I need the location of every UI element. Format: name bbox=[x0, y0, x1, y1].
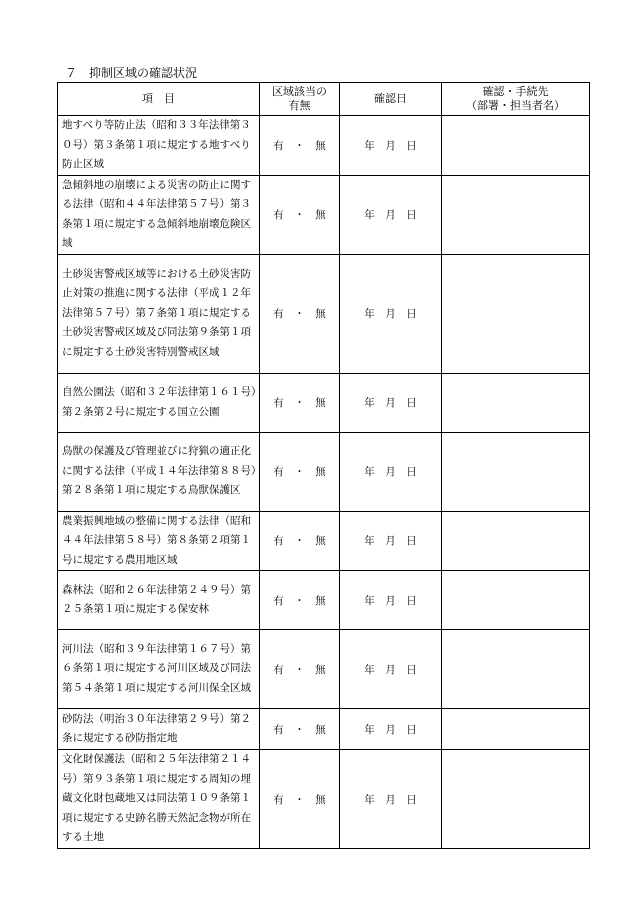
table-row bbox=[58, 432, 590, 511]
row-contact[interactable] bbox=[442, 373, 590, 432]
row-contact[interactable] bbox=[442, 511, 590, 571]
row-yes-no[interactable]: 有 ・ 無 bbox=[260, 571, 340, 630]
table-row bbox=[58, 175, 590, 254]
header-contact-line1: 確認・手続先 bbox=[482, 85, 549, 98]
row-date[interactable]: 年 月 日 bbox=[340, 709, 442, 750]
row-contact[interactable] bbox=[442, 709, 590, 750]
table-row bbox=[58, 709, 590, 750]
row-item: 砂防法（明治３０年法律第２９号）第２条に規定する砂防指定地 bbox=[58, 709, 260, 750]
row-date[interactable]: 年 月 日 bbox=[340, 571, 442, 630]
table-row bbox=[58, 511, 590, 571]
suppression-area-table bbox=[57, 82, 590, 849]
row-contact[interactable] bbox=[442, 175, 590, 254]
row-date[interactable]: 年 月 日 bbox=[340, 432, 442, 511]
row-yes-no[interactable]: 有 ・ 無 bbox=[260, 709, 340, 750]
row-item: 鳥獣の保護及び管理並びに狩猟の適正化に関する法律（平成１４年法律第８８号）第２８条第１項に規定する鳥獣保護区 bbox=[58, 432, 260, 511]
table-row bbox=[58, 571, 590, 630]
row-yes-no[interactable]: 有 ・ 無 bbox=[260, 116, 340, 176]
row-yes-no[interactable]: 有 ・ 無 bbox=[260, 630, 340, 709]
row-item: 土砂災害警戒区域等における土砂災害防止対策の推進に関する法律（平成１２年法律第５７号）第７条第１項に規定する土砂災害警戒区域及び同法第９条第１項に規定する土砂災害特別警戒区域 bbox=[58, 254, 260, 373]
row-yes-no[interactable]: 有 ・ 無 bbox=[260, 175, 340, 254]
row-date[interactable]: 年 月 日 bbox=[340, 254, 442, 373]
section-title: ７ 抑制区域の確認状況 bbox=[65, 66, 198, 80]
table-row bbox=[58, 750, 590, 849]
header-contact bbox=[442, 83, 590, 116]
row-item: 農業振興地域の整備に関する法律（昭和４４年法律第５８号）第８条第２項第１号に規定する農用地区域 bbox=[58, 511, 260, 571]
table-row bbox=[58, 373, 590, 432]
row-item: 地すべり等防止法（昭和３３年法律第３０号）第３条第１項に規定する地すべり防止区域 bbox=[58, 116, 260, 176]
row-date[interactable]: 年 月 日 bbox=[340, 116, 442, 176]
table-row bbox=[58, 254, 590, 373]
header-date bbox=[340, 83, 442, 116]
table-row bbox=[58, 630, 590, 709]
row-date[interactable]: 年 月 日 bbox=[340, 175, 442, 254]
header-contact-line2: （部署・担当者名） bbox=[466, 99, 565, 112]
header-applicable bbox=[260, 83, 340, 116]
row-date[interactable]: 年 月 日 bbox=[340, 373, 442, 432]
row-contact[interactable] bbox=[442, 630, 590, 709]
row-yes-no[interactable]: 有 ・ 無 bbox=[260, 511, 340, 571]
row-item: 森林法（昭和２６年法律第２４９号）第２５条第１項に規定する保安林 bbox=[58, 571, 260, 630]
header-item bbox=[58, 83, 260, 116]
header-item-label: 項 目 bbox=[142, 92, 175, 105]
row-item: 急傾斜地の崩壊による災害の防止に関する法律（昭和４４年法律第５７号）第３条第１項に規定する急傾斜地崩壊危険区域 bbox=[58, 175, 260, 254]
row-yes-no[interactable]: 有 ・ 無 bbox=[260, 373, 340, 432]
table-row bbox=[58, 116, 590, 176]
row-contact[interactable] bbox=[442, 254, 590, 373]
header-applicable-line1: 区域該当の bbox=[272, 85, 327, 98]
row-date[interactable]: 年 月 日 bbox=[340, 750, 442, 849]
row-yes-no[interactable]: 有 ・ 無 bbox=[260, 254, 340, 373]
row-yes-no[interactable]: 有 ・ 無 bbox=[260, 750, 340, 849]
header-row bbox=[58, 83, 590, 116]
row-contact[interactable] bbox=[442, 571, 590, 630]
row-date[interactable]: 年 月 日 bbox=[340, 511, 442, 571]
row-contact[interactable] bbox=[442, 750, 590, 849]
row-contact[interactable] bbox=[442, 116, 590, 176]
row-contact[interactable] bbox=[442, 432, 590, 511]
row-yes-no[interactable]: 有 ・ 無 bbox=[260, 432, 340, 511]
row-date[interactable]: 年 月 日 bbox=[340, 630, 442, 709]
row-item: 文化財保護法（昭和２５年法律第２１４号）第９３条第１項に規定する周知の埋蔵文化財包蔵地又は同法第１０９条第１項に規定する史跡名勝天然記念物が所在する土地 bbox=[58, 750, 260, 849]
header-date-label: 確認日 bbox=[374, 92, 407, 105]
header-applicable-line2: 有無 bbox=[288, 99, 311, 112]
row-item: 自然公園法（昭和３２年法律第１６１号）第２条第２号に規定する国立公園 bbox=[58, 373, 260, 432]
row-item: 河川法（昭和３９年法律第１６７号）第６条第１項に規定する河川区域及び同法第５４条第１項に規定する河川保全区域 bbox=[58, 630, 260, 709]
